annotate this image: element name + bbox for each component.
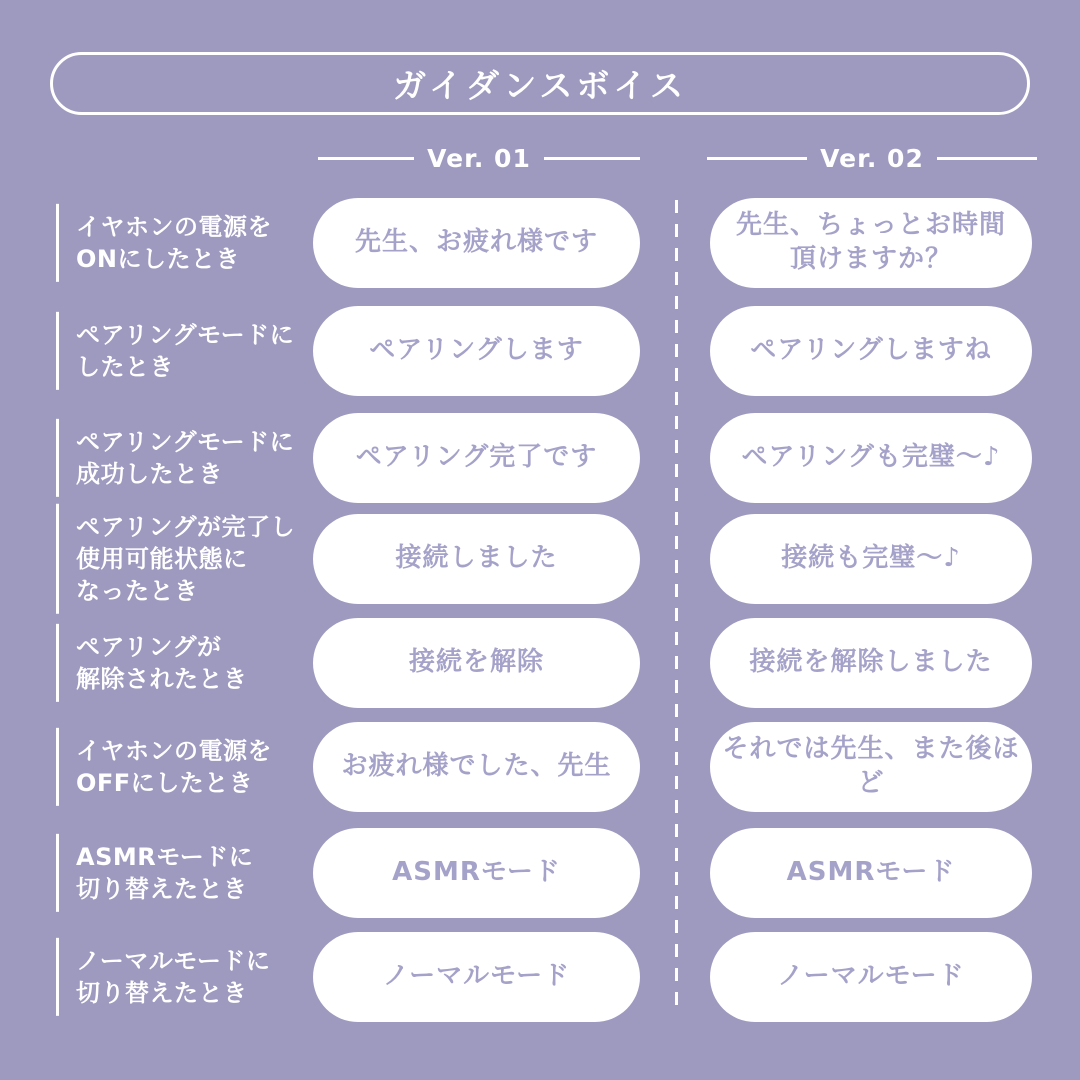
voice-pill-ver02: 先生、ちょっとお時間 頂けますか？ [710,198,1032,288]
voice-pill-ver01: ペアリング完了です [313,413,640,503]
row-label: ペアリングが完了し 使用可能状態に なったとき [56,504,295,614]
table-row [0,828,1080,918]
row-label: ASMRモードに 切り替えたとき [56,834,253,912]
row-label: ペアリングモードに したとき [56,312,294,390]
table-row [0,413,1080,503]
voice-pill-ver02: ASMRモード [710,828,1032,918]
column-header-ver02 [707,144,1037,172]
voice-pill-ver02: ペアリングも完璧〜♪ [710,413,1032,503]
header-line-right [937,157,1037,160]
voice-pill-ver02: ノーマルモード [710,932,1032,1022]
voice-pill-ver02: 接続を解除しました [710,618,1032,708]
column-header-label: Ver. 01 [427,143,531,173]
voice-pill-ver01: ASMRモード [313,828,640,918]
voice-pill-ver02: ペアリングしますね [710,306,1032,396]
voice-pill-ver02: 接続も完璧〜♪ [710,514,1032,604]
row-label: イヤホンの電源を OFFにしたとき [56,728,272,806]
page-title: ガイダンスボイス [392,66,688,105]
voice-pill-ver01: ペアリングします [313,306,640,396]
voice-pill-ver01: ノーマルモード [313,932,640,1022]
table-row [0,722,1080,812]
table-row [0,618,1080,708]
row-label: ペアリングが 解除されたとき [56,624,248,702]
table-row [0,198,1080,288]
voice-pill-ver02: それでは先生、また後ほど [710,722,1032,812]
table-row [0,932,1080,1022]
row-label: ペアリングモードに 成功したとき [56,419,294,497]
header-line-left [707,157,807,160]
row-label: ノーマルモードに 切り替えたとき [56,938,270,1016]
header-line-left [318,157,414,160]
header-line-right [544,157,640,160]
table-row [0,306,1080,396]
row-label: イヤホンの電源を ONにしたとき [56,204,272,282]
voice-pill-ver01: 接続しました [313,514,640,604]
voice-pill-ver01: お疲れ様でした、先生 [313,722,640,812]
column-header-ver01 [318,144,640,172]
table-row [0,514,1080,604]
voice-pill-ver01: 先生、お疲れ様です [313,198,640,288]
column-header-label: Ver. 02 [820,143,924,173]
voice-pill-ver01: 接続を解除 [313,618,640,708]
title-banner [50,52,1030,115]
